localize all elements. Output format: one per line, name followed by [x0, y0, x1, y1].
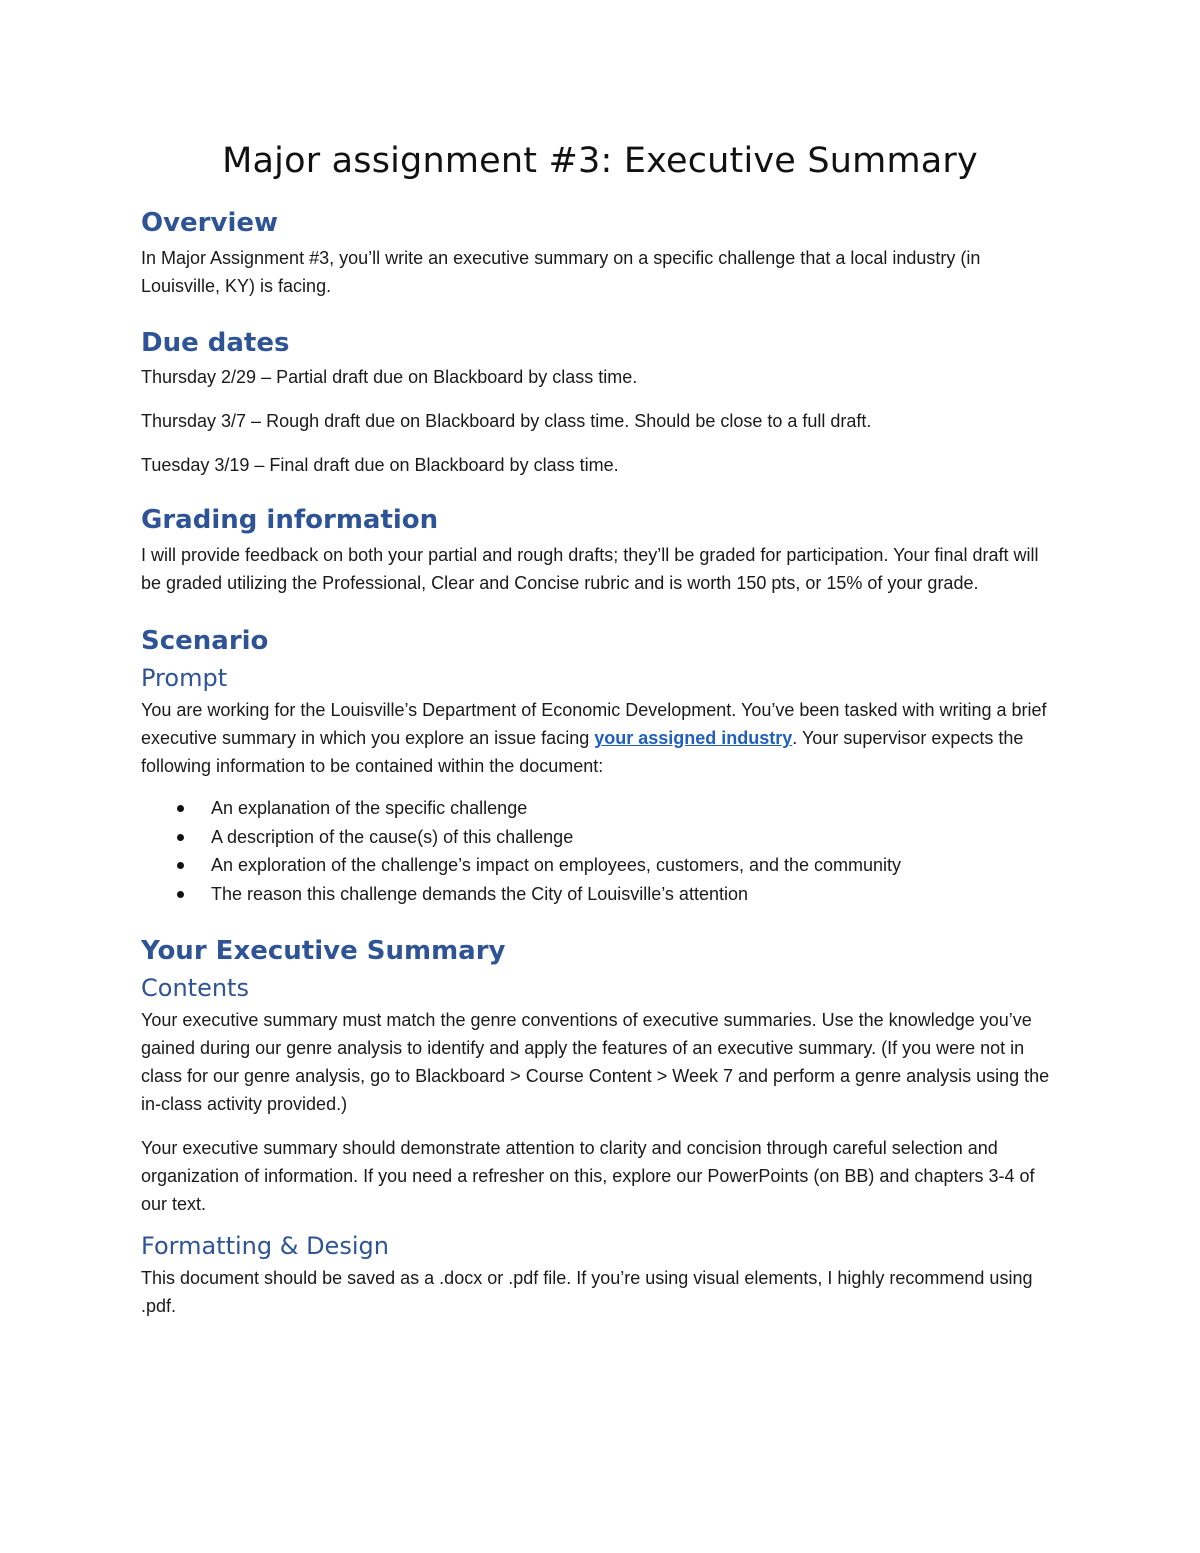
- grading-text: I will provide feedback on both your partial and rough drafts; they’ll be graded for participation. Your final draft will be graded utilizing the Professional, Clear and Concise rubric and is worth 150 pts, or 15% of your grade.: [141, 545, 1039, 593]
- contents-paragraph-2: Your executive summary should demonstrate attention to clarity and concision through careful selection and organization of information. If you need a refresher on this, explore our PowerPoints (on BB) and chapters 3-4 of our text.: [141, 1138, 1035, 1214]
- document-page: [141, 138, 1061, 1320]
- requirements-list: [141, 794, 1061, 908]
- assigned-industry-link[interactable]: your assigned industry: [594, 728, 793, 748]
- due-date-item: Tuesday 3/19 – Final draft due on Blackboard by class time.: [141, 455, 619, 475]
- scenario-heading: Scenario: [141, 626, 269, 656]
- prompt-text-before: You are working for the Louisville’s Department of Economic Development. You’ve been tasked with writing a brief executive summary in which you explore an issue facing: [141, 700, 1047, 748]
- bullet-icon: [177, 805, 184, 812]
- due-date-item: Thursday 3/7 – Rough draft due on Blackboard by class time. Should be close to a full draft.: [141, 411, 872, 431]
- formatting-heading: Formatting & Design: [141, 1232, 389, 1260]
- prompt-heading: Prompt: [141, 664, 228, 692]
- grading-heading: Grading information: [141, 505, 439, 535]
- prompt-text: [141, 696, 1061, 780]
- bullet-icon: [177, 891, 184, 898]
- contents-heading: Contents: [141, 974, 249, 1002]
- formatting-text: This document should be saved as a .docx or .pdf file. If you’re using visual elements, I highly recommend using .pdf.: [141, 1268, 1033, 1316]
- bullet-icon: [177, 862, 184, 869]
- overview-text: In Major Assignment #3, you’ll write an executive summary on a specific challenge that a local industry (in Louisville, KY) is facing.: [141, 248, 981, 296]
- bullet-icon: [177, 834, 184, 841]
- prompt-text-after: . Your supervisor expects the following information to be contained within the document:: [141, 728, 1024, 776]
- list-item: A description of the cause(s) of this challenge: [141, 823, 1061, 852]
- page-title: Major assignment #3: Executive Summary: [222, 141, 978, 181]
- contents-paragraph-1: Your executive summary must match the genre conventions of executive summaries. Use the knowledge you’ve gained during our genre analysis to identify and apply the features of an executive summary. (If you were not in class for our genre analysis, go to Blackboard > Course Content > Week 7 and perform a genre analysis using the in-class activity provided.): [141, 1010, 1050, 1114]
- overview-heading: Overview: [141, 208, 279, 238]
- executive-summary-heading: Your Executive Summary: [141, 936, 506, 966]
- list-item: The reason this challenge demands the City of Louisville’s attention: [141, 880, 1061, 909]
- due-dates-heading: Due dates: [141, 328, 290, 358]
- list-item: An exploration of the challenge’s impact on employees, customers, and the community: [141, 851, 1061, 880]
- due-date-item: Thursday 2/29 – Partial draft due on Blackboard by class time.: [141, 367, 638, 387]
- list-item: An explanation of the specific challenge: [141, 794, 1061, 823]
